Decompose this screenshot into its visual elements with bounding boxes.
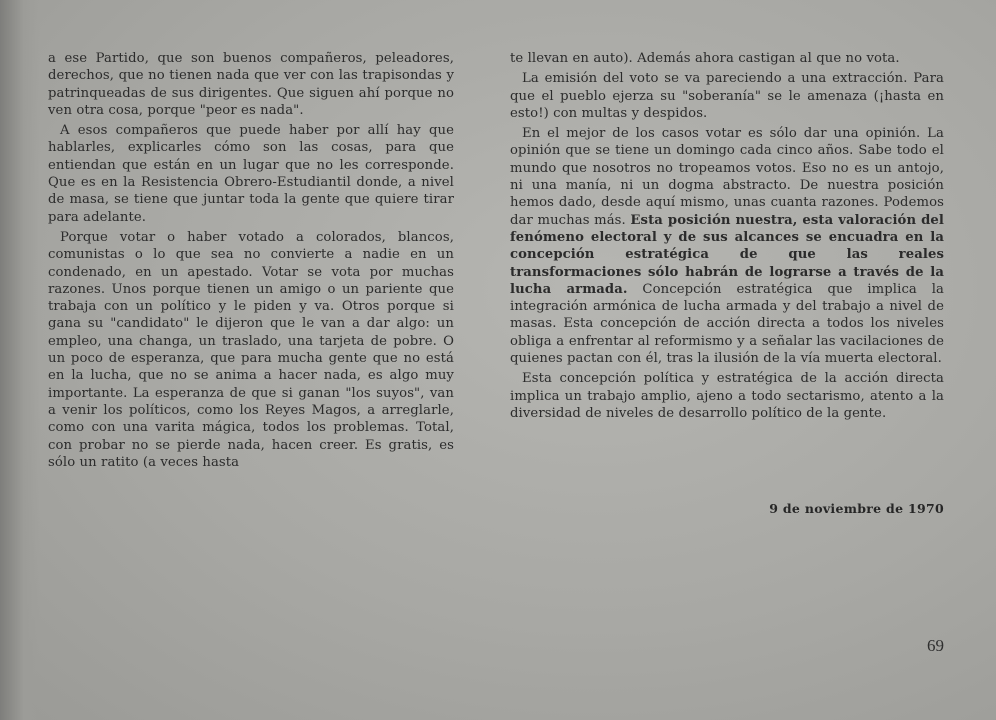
paragraph: Porque votar o haber votado a colorados, blancos, comunistas o lo que sea no convierte a nadie en un condenado, en un apestado. Votar se vota por muchas razones. Unos porque tienen un amigo o un pariente que trabaja con un político y le piden y va. Otros porque si gana su "candidato" le dijeron que le van a dar algo: un empleo, una changa, un traslado, una tarjeta de pobre. O un poco de esperanza, que para mucha gente que no está en la lucha, que no se anima a hacer nada, es algo muy importante. La esperanza de que si ganan "los suyos", van a venir los políticos, como los Reyes Magos, a arreglarle, como con una varita mágica, todos los problemas. Total, con probar no se pierde nada, hacen creer. Es gratis, es sólo un ratito (a veces hasta [48, 229, 454, 470]
paragraph-text: En el mejor de los casos votar es sólo dar una opinión. La opinión que se tiene un domingo cada cinco años. Sabe todo el mundo que nosotros no tropeamos votos. Eso no es un antojo, ni una manía, ni un dogma abstracto. De nuestra posición hemos dado, desde aquí mismo, unas cuanta razones. Podemos dar muchas más. [510, 126, 944, 228]
paragraph: La emisión del voto se va pareciendo a una extracción. Para que el pueblo ejerza su "soberanía" se le amenaza (¡hasta en esto!) con multas y despidos. [510, 71, 944, 121]
paragraph-text: Concepción estratégica que implica la integración armónica de lucha armada y del trabajo a nivel de masas. Esta concepción de acción directa a todos los niveles obliga a enfrentar al reformismo y a señalar las vacilaciones de quienes pactan con él, tras la ilusión de la vía muerta electoral. [510, 281, 945, 367]
paragraph [510, 125, 944, 367]
page-number: 69 [927, 636, 944, 655]
paragraph: te llevan en auto). Además ahora castigan al que no vota. [510, 51, 900, 66]
right-column [510, 50, 944, 422]
left-column [48, 50, 454, 471]
bold-statement: Esta posición nuestra, esta valoración del fenómeno electoral y de sus alcances se encuadra en la concepción estratégica de que las reales transformaciones sólo habrán de lograrse a través de la lucha armada. [510, 212, 945, 297]
paragraph: a ese Partido, que son buenos compañeros, peleadores, derechos, que no tienen nada que ver con las trapisondas y patrinqueadas de sus dirigentes. Que siguen ahí porque no ven otra cosa, porque "peor es nada". [48, 51, 454, 118]
date-signature: 9 de noviembre de 1970 [769, 501, 944, 516]
paragraph: A esos compañeros que puede haber por allí hay que hablarles, explicarles cómo son las cosas, para que entiendan que están en un lugar que no les corresponde. Que es en la Resistencia Obrero-Estudiantil donde, a nivel de masa, se tiene que juntar toda la gente que quiere tirar para adelante. [48, 123, 454, 225]
binding-shadow [0, 0, 40, 720]
paragraph: Esta concepción política y estratégica de la acción directa implica un trabajo amplio, ajeno a todo sectarismo, atento a la diversidad de niveles de desarrollo político de la gente. [510, 371, 944, 421]
